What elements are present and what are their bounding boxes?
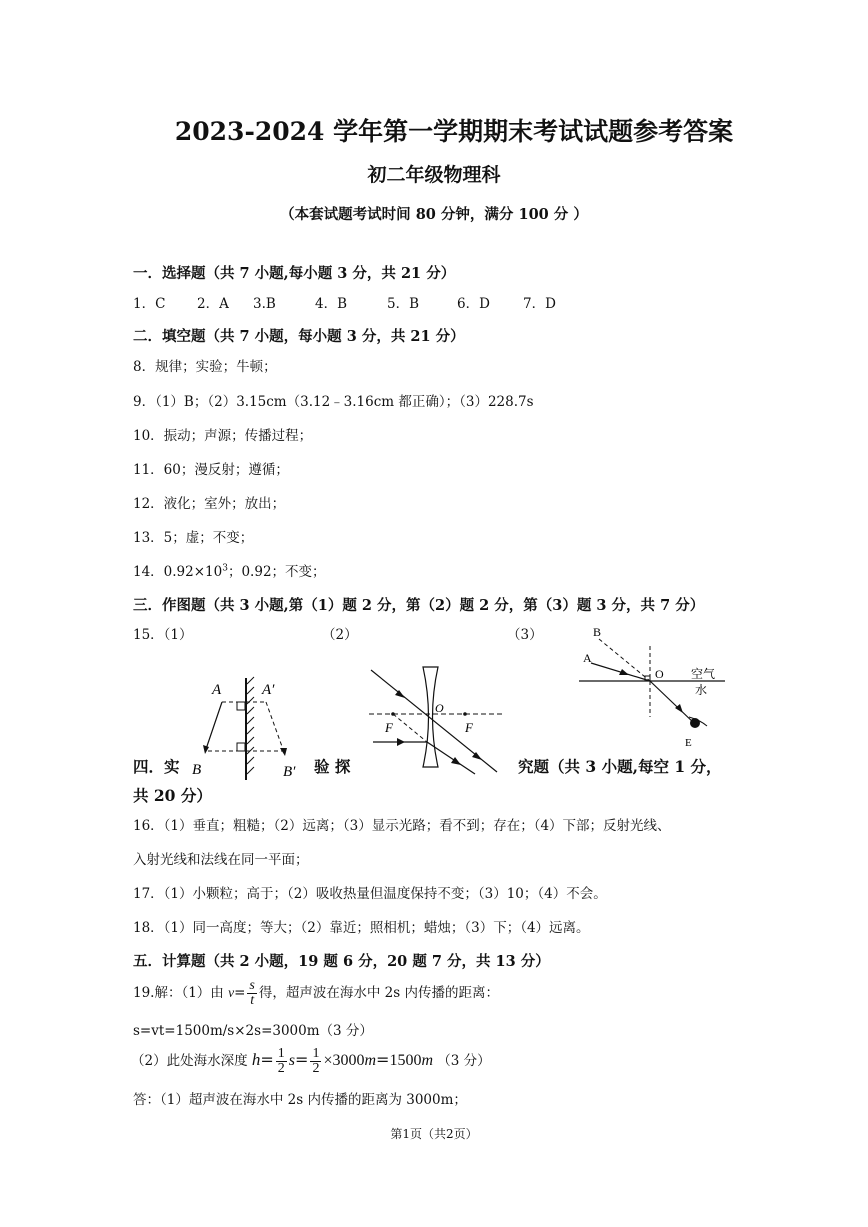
fraction-s-over-t: [247, 979, 256, 1008]
answer-line: 11．60；漫反射；遵循；: [133, 462, 289, 478]
fraction-half: [310, 1047, 321, 1076]
mcq-answer: 5．B: [387, 296, 420, 312]
label-F-left: F: [385, 720, 393, 735]
label-E: E: [685, 737, 692, 749]
unit-m: m: [364, 1052, 377, 1069]
q19-line1: [133, 978, 499, 1008]
mcq-answer: 3.B: [253, 296, 276, 312]
equals: =: [234, 985, 246, 1001]
denominator: 2: [312, 1061, 320, 1076]
answer-line: 9．（1）B；（2）3.15cm（3.12﹣3.16cm 都正确）；（3）228.7s: [133, 394, 534, 410]
page-title: 2023-2024 学年第一学期期末考试试题参考答案: [174, 117, 734, 146]
answer-part: 14．0.92×10: [133, 564, 223, 580]
page-subtitle: 初二年级物理科: [367, 164, 501, 186]
answer-line: 16．（1）垂直；粗糙；（2）远离；（3）显示光路；看不到；存在；（4）下部；反射光线、: [133, 818, 671, 834]
mcq-answer: 4．B: [315, 296, 348, 312]
numerator: 1: [312, 1046, 320, 1061]
answer-line: 17．（1）小颗粒；高于；（2）吸收热量但温度保持不变；（3）10；（4）不会。: [133, 886, 607, 902]
answer-line: 18．（1）同一高度；等大；（2）靠近；照相机；蜡烛；（3）下；（4）远离。: [133, 920, 590, 936]
figure-concave-lens: [365, 662, 515, 777]
q15-part3-label: （3）: [507, 627, 543, 643]
denominator: 2: [277, 1061, 285, 1076]
section-1-heading: 一．选择题（共 7 小题,每小题 3 分，共 21 分）: [133, 265, 456, 282]
mcq-answers: [133, 292, 556, 312]
text: 得，超声波在海水中 2s 内传播的距离：: [258, 985, 499, 1001]
label-water: 水: [695, 683, 708, 697]
mcq-answer: 1．C: [133, 296, 166, 312]
mcq-answer: 6．D: [457, 296, 490, 312]
q19-line2: s=vt=1500m/s×2s=3000m（3 分）: [133, 1023, 373, 1039]
score: （3 分）: [437, 1053, 491, 1069]
mcq-answer: 7．D: [523, 296, 556, 312]
label-air: 空气: [691, 667, 716, 681]
answer-line: 入射光线和法线在同一平面；: [133, 852, 309, 868]
answer-line: 8．规律；实验；牛顿；: [133, 359, 277, 375]
label-O: O: [655, 667, 664, 681]
label-A: A: [583, 651, 592, 665]
label-B-prime: B′: [283, 764, 296, 780]
result: 1500: [389, 1052, 422, 1069]
answer-line: [133, 560, 326, 580]
answer-part: ；0.92；不变；: [227, 564, 326, 580]
section-4-heading-part: 四．实: [133, 757, 180, 776]
numerator: 1: [277, 1046, 285, 1061]
exponent: 3: [222, 563, 228, 574]
mcq-answer: 2．A: [197, 296, 229, 312]
label-A-prime: A′: [262, 682, 275, 698]
section-4-heading-part: 究题（共 3 小题,每空 1 分，: [518, 757, 722, 776]
var-v: v: [228, 985, 235, 1000]
label-A: A: [212, 682, 222, 698]
exam-note: （本套试题考试时间 80 分钟，满分 100 分 ）: [280, 206, 588, 223]
answer-line: 12．液化；室外；放出；: [133, 496, 286, 512]
answer-line: 10．振动；声源；传播过程；: [133, 428, 313, 444]
q15-part2-label: （2）: [322, 627, 358, 643]
text: （2）此处海水深度: [131, 1053, 248, 1069]
label-B: B: [192, 762, 202, 778]
label-B: B: [593, 625, 602, 639]
text: ×3000: [323, 1052, 365, 1069]
section-4-heading-part: 共 20 分）: [133, 786, 212, 805]
answer-line: 13．5；虚；不变；: [133, 530, 254, 546]
label-F-right: F: [465, 720, 473, 735]
unit-m: m: [421, 1052, 433, 1069]
page-footer: 第1页（共2页）: [390, 1127, 478, 1141]
section-5-heading: 五．计算题（共 2 小题，19 题 6 分，20 题 7 分，共 13 分）: [133, 953, 550, 970]
numerator: s: [249, 978, 255, 993]
var-s: s: [288, 1052, 296, 1069]
text: 19.解：（1）由: [133, 985, 224, 1001]
section-4-heading-part: 验 探: [314, 757, 351, 776]
figure-refraction: [575, 622, 735, 752]
q19-line3: （2）此处海水深度 h= $\frac{1}{2}$ s= $\frac{1}{2}$ ×3000m=1500m （3 分）: [131, 1046, 491, 1076]
var-h: h: [251, 1050, 261, 1069]
answer-line: 答：（1）超声波在海水中 2s 内传播的距离为 3000m；: [133, 1092, 467, 1108]
fraction-half: [276, 1047, 287, 1076]
denominator: t: [250, 993, 255, 1008]
figure-plane-mirror: [190, 672, 320, 784]
label-O: O: [435, 701, 444, 715]
section-3-heading: 三．作图题（共 3 小题,第（1）题 2 分，第（2）题 2 分，第（3）题 3 分，共 7 分）: [133, 597, 705, 614]
q15-label: 15．（1）: [133, 627, 193, 643]
section-2-heading: 二．填空题（共 7 小题，每小题 3 分，共 21 分）: [133, 328, 465, 345]
